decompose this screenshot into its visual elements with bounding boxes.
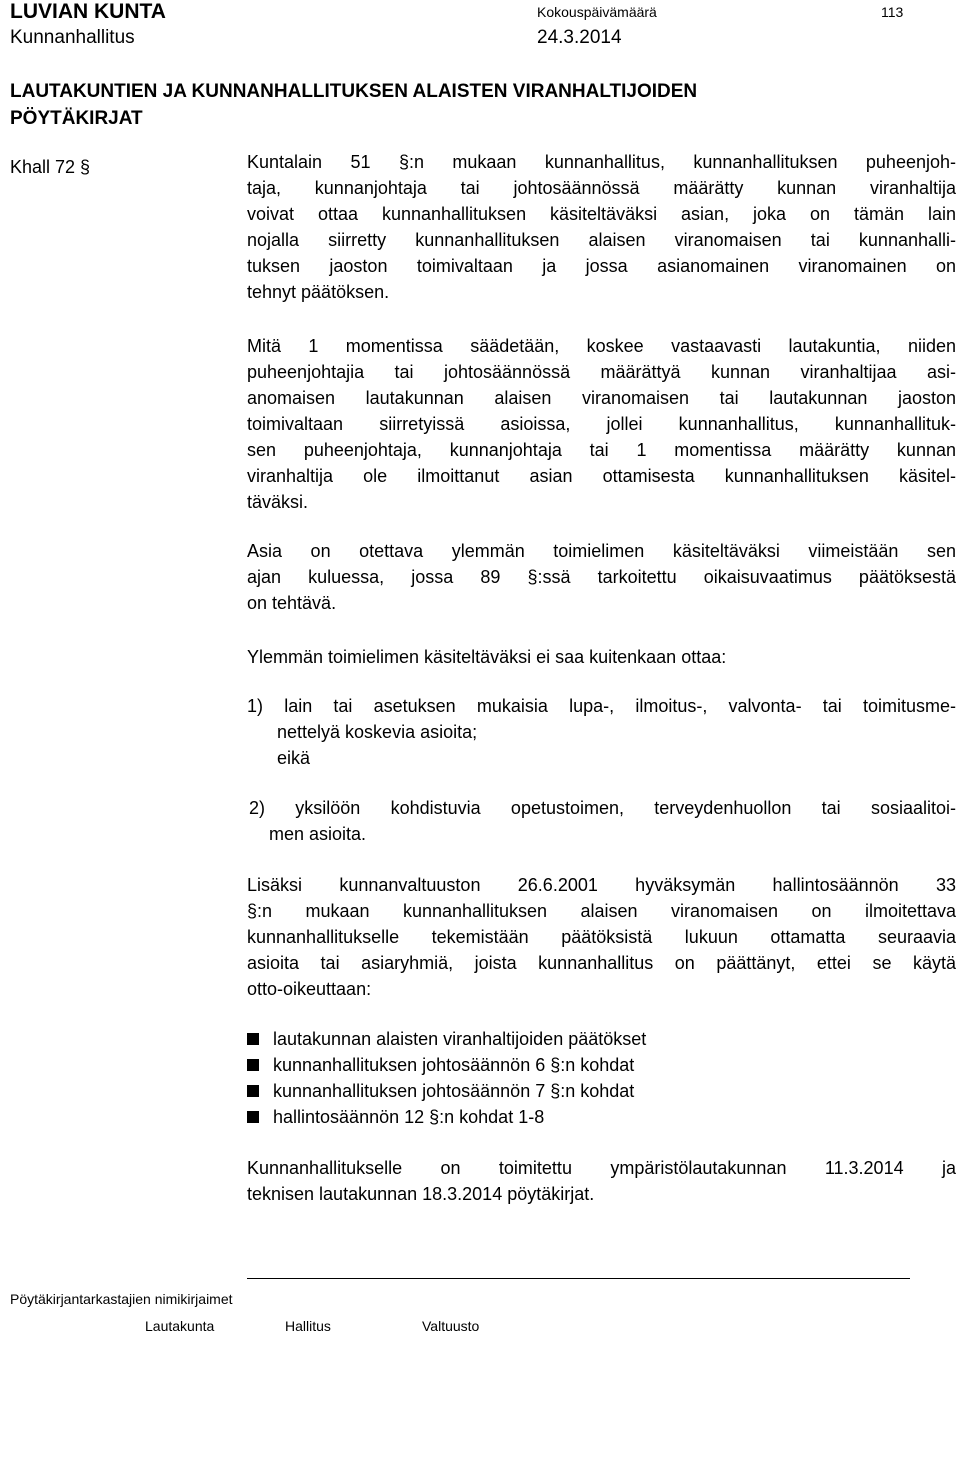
page-number: 113: [881, 4, 904, 20]
paragraph-line: Ylemmän toimielimen käsiteltäväksi ei saa kuitenkaan ottaa:: [247, 647, 727, 667]
paragraph-1: [247, 149, 956, 305]
square-bullet-icon: [247, 1085, 259, 1097]
paragraph-4: [247, 644, 956, 670]
paragraph-line: teknisen lautakunnan 18.3.2014 pöytäkirjat.: [247, 1184, 595, 1204]
square-bullet-icon: [247, 1111, 259, 1123]
paragraph-line: nojalla siirretty kunnanhallituksen alaisen viranomaisen tai kunnanhalli-: [247, 230, 956, 250]
footer-column-valtuusto: Valtuusto: [422, 1318, 480, 1334]
paragraph-line: Asia on otettava ylemmän toimielimen käsiteltäväksi viimeistään sen: [247, 541, 956, 561]
list-item-line: eikä: [277, 748, 311, 768]
paragraph-line: on tehtävä.: [247, 593, 337, 613]
paragraph-3: [247, 538, 956, 616]
square-bullet-icon: [247, 1059, 259, 1071]
paragraph-line: ajan kuluessa, jossa 89 §:ssä tarkoitettu oikaisuvaatimus päätöksestä: [247, 567, 956, 587]
paragraph-6: [247, 1155, 956, 1207]
paragraph-line: Lisäksi kunnanvaltuuston 26.6.2001 hyväksymän hallintosäännön 33: [247, 875, 956, 895]
paragraph-line: tehnyt päätöksen.: [247, 282, 390, 302]
date-label: Kokouspäivämäärä: [537, 4, 657, 20]
list-item-text: kunnanhallituksen johtosäännön 6 §:n kohdat: [273, 1055, 635, 1075]
paragraph-line: täväksi.: [247, 492, 309, 512]
paragraph-line: toimivaltaan siirretyissä asioissa, jollei kunnanhallitus, kunnanhallituk-: [247, 414, 956, 434]
paragraph-line: anomaisen lautakunnan alaisen viranomaisen tai lautakunnan jaoston: [247, 388, 956, 408]
paragraph-line: otto-oikeuttaan:: [247, 979, 372, 999]
list-item-line: 1) lain tai asetuksen mukaisia lupa-, ilmoitus-, valvonta- tai toimitusme-: [247, 696, 956, 716]
paragraph-line: Kunnanhallitukselle on toimitettu ympäristölautakunnan 11.3.2014 ja: [247, 1158, 956, 1178]
meeting-date: 24.3.2014: [537, 27, 622, 48]
paragraph-line: Kuntalain 51 §:n mukaan kunnanhallitus, kunnanhallituksen puheenjoh-: [247, 152, 956, 172]
paragraph-line: taja, kunnanjohtaja tai johtosäännössä määrätty kunnan viranhaltija: [247, 178, 956, 198]
list-item-text: hallintosäännön 12 §:n kohdat 1-8: [273, 1107, 545, 1127]
paragraph-5: [247, 872, 956, 1002]
square-bullet-icon: [247, 1033, 259, 1045]
paragraph-line: §:n mukaan kunnanhallituksen alaisen viranomaisen on ilmoitettava: [247, 901, 956, 921]
list-item-text: lautakunnan alaisten viranhaltijoiden päätökset: [273, 1029, 647, 1049]
list-item: [247, 1026, 956, 1052]
paragraph-line: kunnanhallitukselle tekemistään päätöksistä lukuun ottamatta seuraavia: [247, 927, 956, 947]
organization-name: LUVIAN KUNTA: [10, 0, 166, 23]
list-item: [247, 1104, 956, 1130]
paragraph-line: asioita tai asiaryhmiä, joista kunnanhallitus on päättänyt, ettei se käytä: [247, 953, 956, 973]
list-item-line: men asioita.: [269, 824, 367, 844]
paragraph-2: [247, 333, 956, 515]
paragraph-line: tuksen jaoston toimivaltaan ja jossa asianomainen viranomainen on: [247, 256, 956, 276]
title-line-2: PÖYTÄKIRJAT: [10, 108, 143, 129]
list-item-text: kunnanhallituksen johtosäännön 7 §:n kohdat: [273, 1081, 635, 1101]
footer-column-hallitus: Hallitus: [285, 1318, 331, 1334]
section-reference: Khall 72 §: [10, 157, 91, 177]
list-item-1: [247, 693, 956, 771]
unit-name: Kunnanhallitus: [10, 27, 135, 48]
footer-initials-label: Pöytäkirjantarkastajien nimikirjaimet: [10, 1291, 233, 1307]
bullet-list: [247, 1026, 956, 1130]
document-title: [10, 78, 697, 132]
paragraph-line: voivat ottaa kunnanhallituksen käsiteltäväksi asian, joka on tämän lain: [247, 204, 956, 224]
list-item: [247, 1078, 956, 1104]
list-item: [247, 1052, 956, 1078]
paragraph-line: sen puheenjohtaja, kunnanjohtaja tai 1 momentissa määrätty kunnan: [247, 440, 956, 460]
list-item-line: 2) yksilöön kohdistuvia opetustoimen, terveydenhuollon tai sosiaalitoi-: [249, 798, 956, 818]
paragraph-line: puheenjohtajia tai johtosäännössä määrättyä kunnan viranhaltijaa asi-: [247, 362, 956, 382]
footer-divider: [247, 1278, 910, 1279]
list-item-line: nettelyä koskevia asioita;: [277, 722, 478, 742]
title-line-1: LAUTAKUNTIEN JA KUNNANHALLITUKSEN ALAISTEN VIRANHALTIJOIDEN: [10, 81, 698, 102]
paragraph-line: viranhaltija ole ilmoittanut asian ottamisesta kunnanhallituksen käsitel-: [247, 466, 956, 486]
list-item-2: [249, 795, 956, 847]
paragraph-line: Mitä 1 momentissa säädetään, koskee vastaavasti lautakuntia, niiden: [247, 336, 956, 356]
footer-column-lautakunta: Lautakunta: [145, 1318, 215, 1334]
